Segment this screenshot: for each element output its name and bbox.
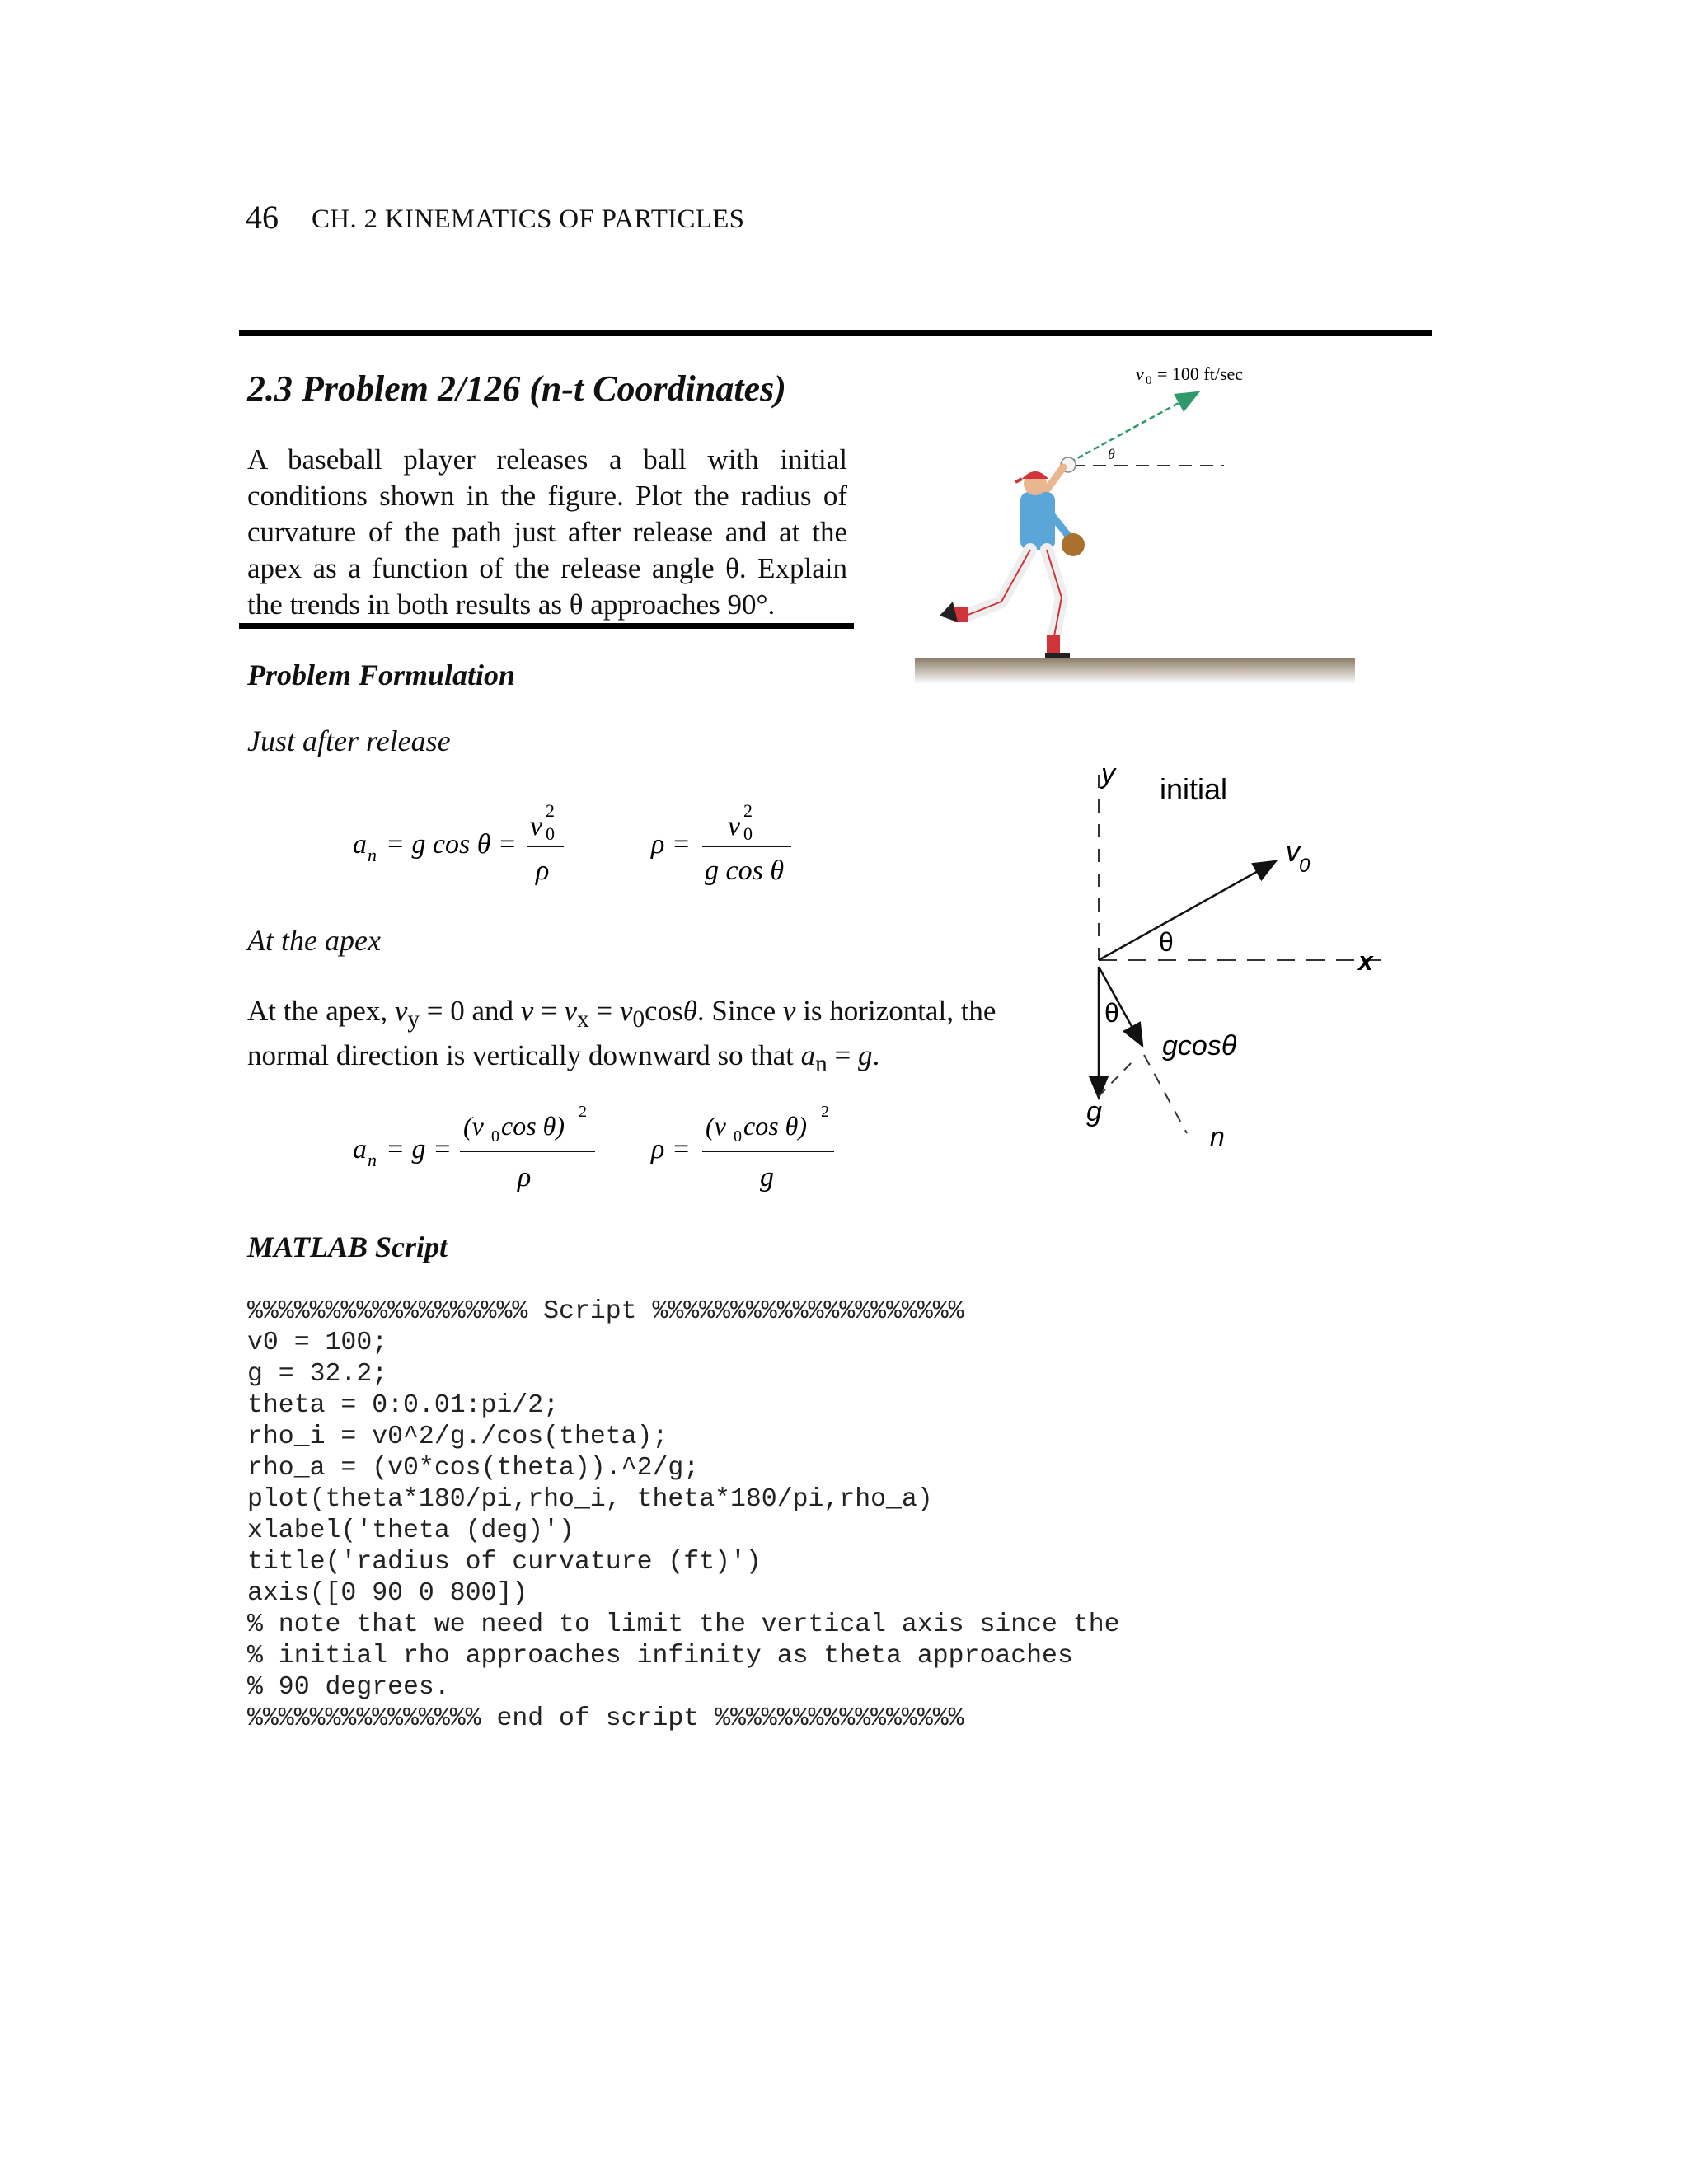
- running-head: CH. 2 KINEMATICS OF PARTICLES: [312, 204, 745, 234]
- svg-text:g cos θ: g cos θ: [705, 855, 785, 886]
- x-axis-label: x: [1358, 946, 1373, 976]
- heading-just-after-release: Just after release: [247, 724, 451, 757]
- svg-text:cos θ): cos θ): [501, 1111, 565, 1141]
- v0-label: v: [1286, 837, 1300, 868]
- heading-problem-formulation: Problem Formulation: [247, 658, 516, 691]
- code-line: % note that we need to limit the vertical axis since the: [247, 1610, 1120, 1639]
- svg-text:0: 0: [491, 1127, 499, 1146]
- initial-label: initial: [1160, 772, 1228, 806]
- svg-text:(v: (v: [463, 1111, 484, 1141]
- velocity-label-v: v: [1136, 363, 1144, 384]
- svg-text:v: v: [530, 811, 543, 841]
- svg-text:0: 0: [743, 823, 753, 844]
- equation-rho-apex: [650, 1103, 834, 1193]
- svg-text:a: a: [353, 829, 367, 860]
- section-top-rule: [239, 330, 1432, 336]
- code-line: % initial rho approaches infinity as theta approaches: [247, 1642, 1073, 1671]
- g-projection-line: [1099, 1057, 1137, 1096]
- svg-text:n: n: [368, 1150, 377, 1170]
- svg-text:2: 2: [821, 1103, 829, 1121]
- velocity-arrow: [1070, 393, 1197, 462]
- code-line: g = 32.2;: [247, 1360, 388, 1389]
- svg-text:0: 0: [546, 823, 555, 844]
- heading-matlab-script: MATLAB Script: [247, 1230, 448, 1263]
- code-line: %%%%%%%%%%%%%%%%%% Script %%%%%%%%%%%%%%%%%%%%: [247, 1297, 964, 1326]
- pitcher-illustration: [940, 457, 1085, 658]
- svg-text:0: 0: [734, 1127, 742, 1146]
- code-line: plot(theta*180/pi,rho_i, theta*180/pi,rho_a): [247, 1485, 933, 1514]
- n-axis-label: n: [1210, 1122, 1225, 1151]
- svg-text:n: n: [368, 845, 377, 865]
- velocity-label-value: = 100 ft/sec: [1157, 363, 1244, 384]
- svg-text:ρ =: ρ =: [651, 829, 691, 860]
- equation-an-release: [353, 800, 564, 886]
- n-axis: [1144, 1055, 1187, 1133]
- code-line: rho_i = v0^2/g./cos(theta);: [247, 1422, 668, 1451]
- code-line: theta = 0:0.01:pi/2;: [247, 1391, 560, 1420]
- nt-axes-diagram: [1055, 758, 1418, 1162]
- equation-an-apex: [353, 1103, 595, 1193]
- svg-text:a: a: [353, 1134, 367, 1165]
- svg-text:ρ =: ρ =: [651, 1134, 691, 1165]
- svg-text:(v: (v: [706, 1111, 726, 1141]
- pitcher-figure: [907, 350, 1368, 688]
- code-line: axis([0 90 0 800]): [247, 1579, 528, 1608]
- code-line: % 90 degrees.: [247, 1673, 450, 1702]
- svg-text:= g cos θ =: = g cos θ =: [386, 829, 517, 860]
- svg-text:2: 2: [579, 1103, 587, 1121]
- theta-lower-label: θ: [1104, 998, 1119, 1028]
- apex-equations: [330, 1092, 874, 1207]
- svg-text:ρ: ρ: [536, 855, 550, 886]
- svg-text:2: 2: [546, 800, 555, 821]
- statement-rule: [239, 623, 854, 629]
- theta-upper-label: θ: [1159, 927, 1174, 957]
- svg-text:v: v: [728, 811, 741, 841]
- y-axis-label: y: [1101, 758, 1115, 790]
- matlab-code-block: [247, 1296, 1120, 1735]
- g-label: g: [1086, 1096, 1102, 1127]
- svg-text:2: 2: [743, 800, 753, 821]
- problem-statement: A baseball player releases a ball with initial conditions shown in the figure. Plot the radius of curvature of the path just after release and at the apex as a function of the release angle θ. Explain the trends in both results as θ approaches 90°.: [247, 443, 847, 621]
- ground: [915, 658, 1355, 684]
- release-angle-label: θ: [1108, 446, 1115, 462]
- code-line: v0 = 100;: [247, 1329, 388, 1357]
- velocity-label-sub: 0: [1146, 374, 1152, 387]
- section-title: 2.3 Problem 2/126 (n-t Coordinates): [247, 368, 786, 409]
- svg-text:= g =: = g =: [386, 1134, 452, 1165]
- v0-subscript: 0: [1299, 855, 1311, 877]
- v0-vector: [1099, 862, 1274, 960]
- code-line: title('radius of curvature (ft)'): [247, 1548, 762, 1577]
- svg-text:cos θ): cos θ): [743, 1111, 808, 1141]
- code-line: %%%%%%%%%%%%%%% end of script %%%%%%%%%%%%%%%%: [247, 1704, 964, 1733]
- release-equations: [330, 787, 841, 902]
- heading-at-the-apex: At the apex: [247, 924, 381, 957]
- equation-rho-release: [650, 800, 791, 886]
- code-line: rho_a = (v0*cos(theta)).^2/g;: [247, 1454, 700, 1483]
- svg-text:g: g: [760, 1162, 774, 1193]
- gcos-label: gcosθ: [1162, 1030, 1237, 1062]
- code-line: xlabel('theta (deg)'): [247, 1516, 574, 1545]
- page-number: 46: [246, 199, 279, 236]
- svg-text:ρ: ρ: [518, 1162, 532, 1193]
- apex-explanation: At the apex, $v_y = 0$ and $v = v_x = v_0\cos\theta$. Since v is horizontal, the normal direction is vertically downward so that $a_n = g$.: [247, 995, 996, 1077]
